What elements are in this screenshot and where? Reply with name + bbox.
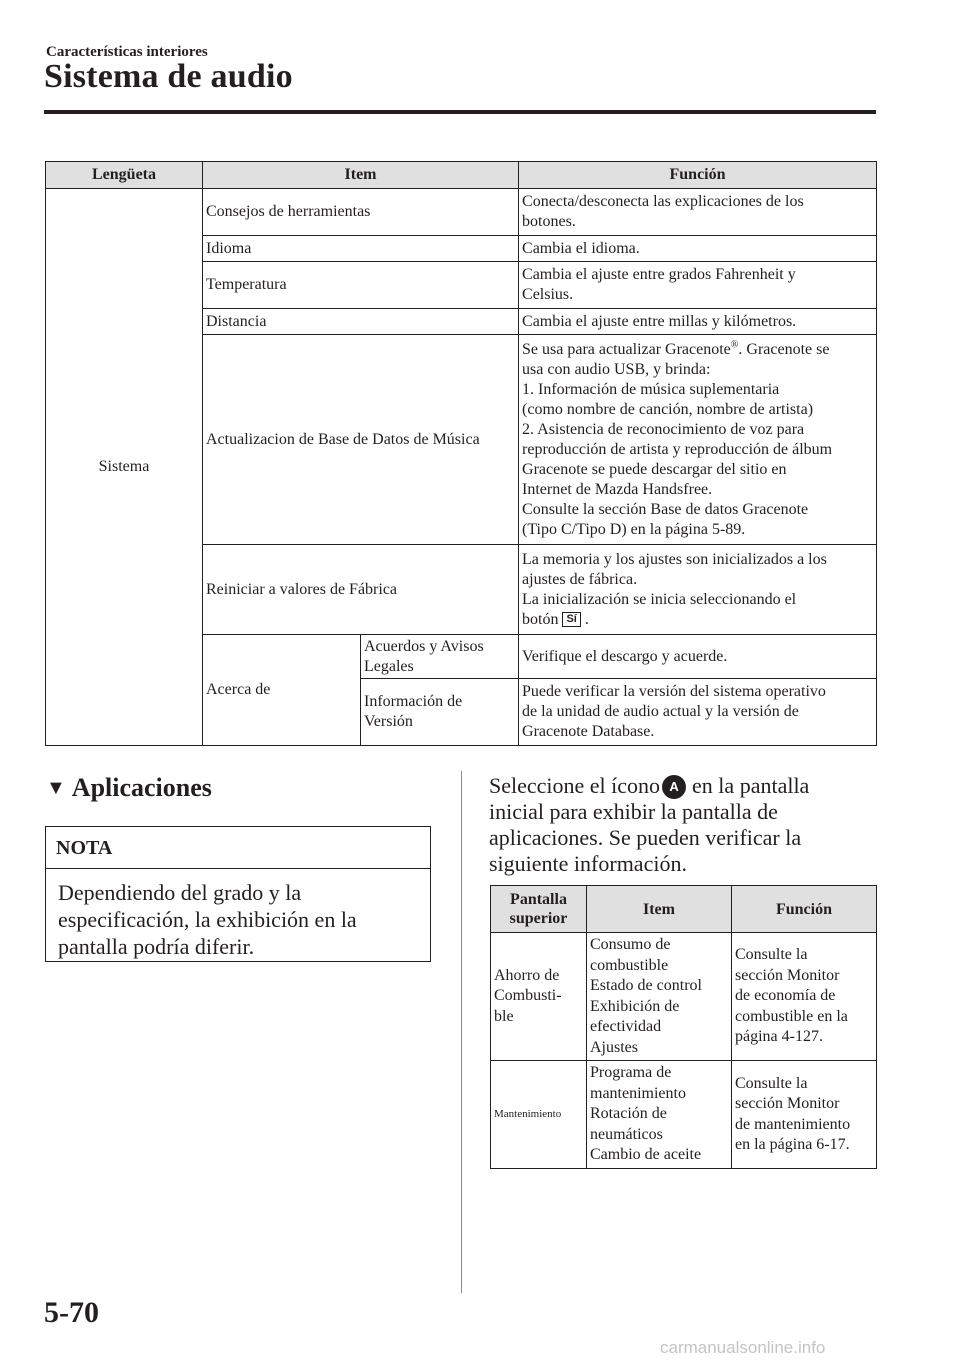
page-title: Sistema de audio bbox=[44, 58, 293, 95]
page-number: 5-70 bbox=[44, 1296, 99, 1329]
column-header-screen: Pantalla superior bbox=[491, 886, 587, 933]
title-rule bbox=[44, 110, 876, 114]
registered-mark: ® bbox=[730, 339, 739, 351]
item-cell: Temperatura bbox=[203, 262, 519, 309]
function-cell: Cambia el ajuste entre grados Fahrenheit y Celsius. bbox=[519, 262, 877, 309]
item-cell: Distancia bbox=[203, 309, 519, 335]
watermark: carmanualsonline.info bbox=[660, 1338, 826, 1357]
column-header-function: Función bbox=[519, 162, 877, 189]
item-cell: Idioma bbox=[203, 236, 519, 262]
column-header-tab: Lengüeta bbox=[46, 162, 203, 189]
audio-settings-table bbox=[45, 161, 877, 746]
screen-cell: Ahorro de Combusti- ble bbox=[491, 933, 587, 1061]
function-cell: Cambia el ajuste entre millas y kilómetros. bbox=[519, 309, 877, 335]
triangle-icon: ▼ bbox=[46, 777, 66, 799]
applications-table bbox=[490, 885, 877, 1169]
note-title: NOTA bbox=[46, 827, 430, 869]
subitem-cell: Acuerdos y Avisos Legales bbox=[361, 635, 519, 679]
function-cell: Consulte la sección Monitor de mantenimiento en la página 6-17. bbox=[732, 1061, 877, 1169]
subitem-cell: Información de Versión bbox=[361, 679, 519, 746]
table-row bbox=[491, 933, 877, 1061]
tab-cell: Sistema bbox=[46, 189, 203, 746]
screen-cell: Mantenimiento bbox=[491, 1061, 587, 1169]
items-cell: Consumo de combustible Estado de control Exhibición de efectividad Ajustes bbox=[587, 933, 732, 1061]
function-cell: Consulte la sección Monitor de economía de combustible en la página 4-127. bbox=[732, 933, 877, 1061]
function-cell: Conecta/desconecta las explicaciones de los botones. bbox=[519, 189, 877, 236]
column-header-item: Item bbox=[203, 162, 519, 189]
applications-heading: ▼ Aplicaciones bbox=[46, 773, 212, 802]
item-cell: Reiniciar a valores de Fábrica bbox=[203, 545, 519, 635]
note-text: Dependiendo del grado y la especificación, la exhibición en la pantalla podría diferir. bbox=[58, 880, 357, 959]
si-button-icon: Sí bbox=[562, 612, 580, 627]
table-header-row bbox=[46, 162, 877, 189]
applications-icon: A bbox=[662, 775, 686, 799]
column-divider bbox=[461, 771, 462, 1293]
function-cell: Puede verificar la versión del sistema operativo de la unidad de audio actual y la versión de Gracenote Database. bbox=[519, 679, 877, 746]
function-cell: La memoria y los ajustes son inicializados a los ajustes de fábrica. La inicialización se inicia seleccionando el botón Sí . bbox=[519, 545, 877, 635]
items-cell: Programa de mantenimiento Rotación de neumáticos Cambio de aceite bbox=[587, 1061, 732, 1169]
section-label: Características interiores bbox=[46, 44, 208, 60]
applications-intro: Seleccione el ícono A en la pantalla inicial para exhibir la pantalla de aplicaciones. Se pueden verificar la siguiente información. bbox=[489, 773, 810, 876]
note-box bbox=[45, 826, 431, 962]
function-cell: Se usa para actualizar Gracenote®. Gracenote se usa con audio USB, y brinda: 1. Información de música suplementaria (como nombre de canción, nombre de artista) 2. Asistencia de reconocimiento de voz para reproducción de artista y reproducción de álbum Gracenote se puede descargar del sitio en Internet de Mazda Handsfree. Consulte la sección Base de datos Gracenote (Tipo C/Tipo D) en la página 5-89. bbox=[519, 335, 877, 545]
item-cell: Consejos de herramientas bbox=[203, 189, 519, 236]
table-row bbox=[491, 1061, 877, 1169]
column-header-function: Función bbox=[732, 886, 877, 933]
item-cell: Actualizacion de Base de Datos de Música bbox=[203, 335, 519, 545]
item-cell: Acerca de bbox=[203, 635, 361, 746]
function-cell: Cambia el idioma. bbox=[519, 236, 877, 262]
column-header-item: Item bbox=[587, 886, 732, 933]
function-cell: Verifique el descargo y acuerde. bbox=[519, 635, 877, 679]
table-header-row bbox=[491, 886, 877, 933]
table-row bbox=[46, 189, 877, 236]
